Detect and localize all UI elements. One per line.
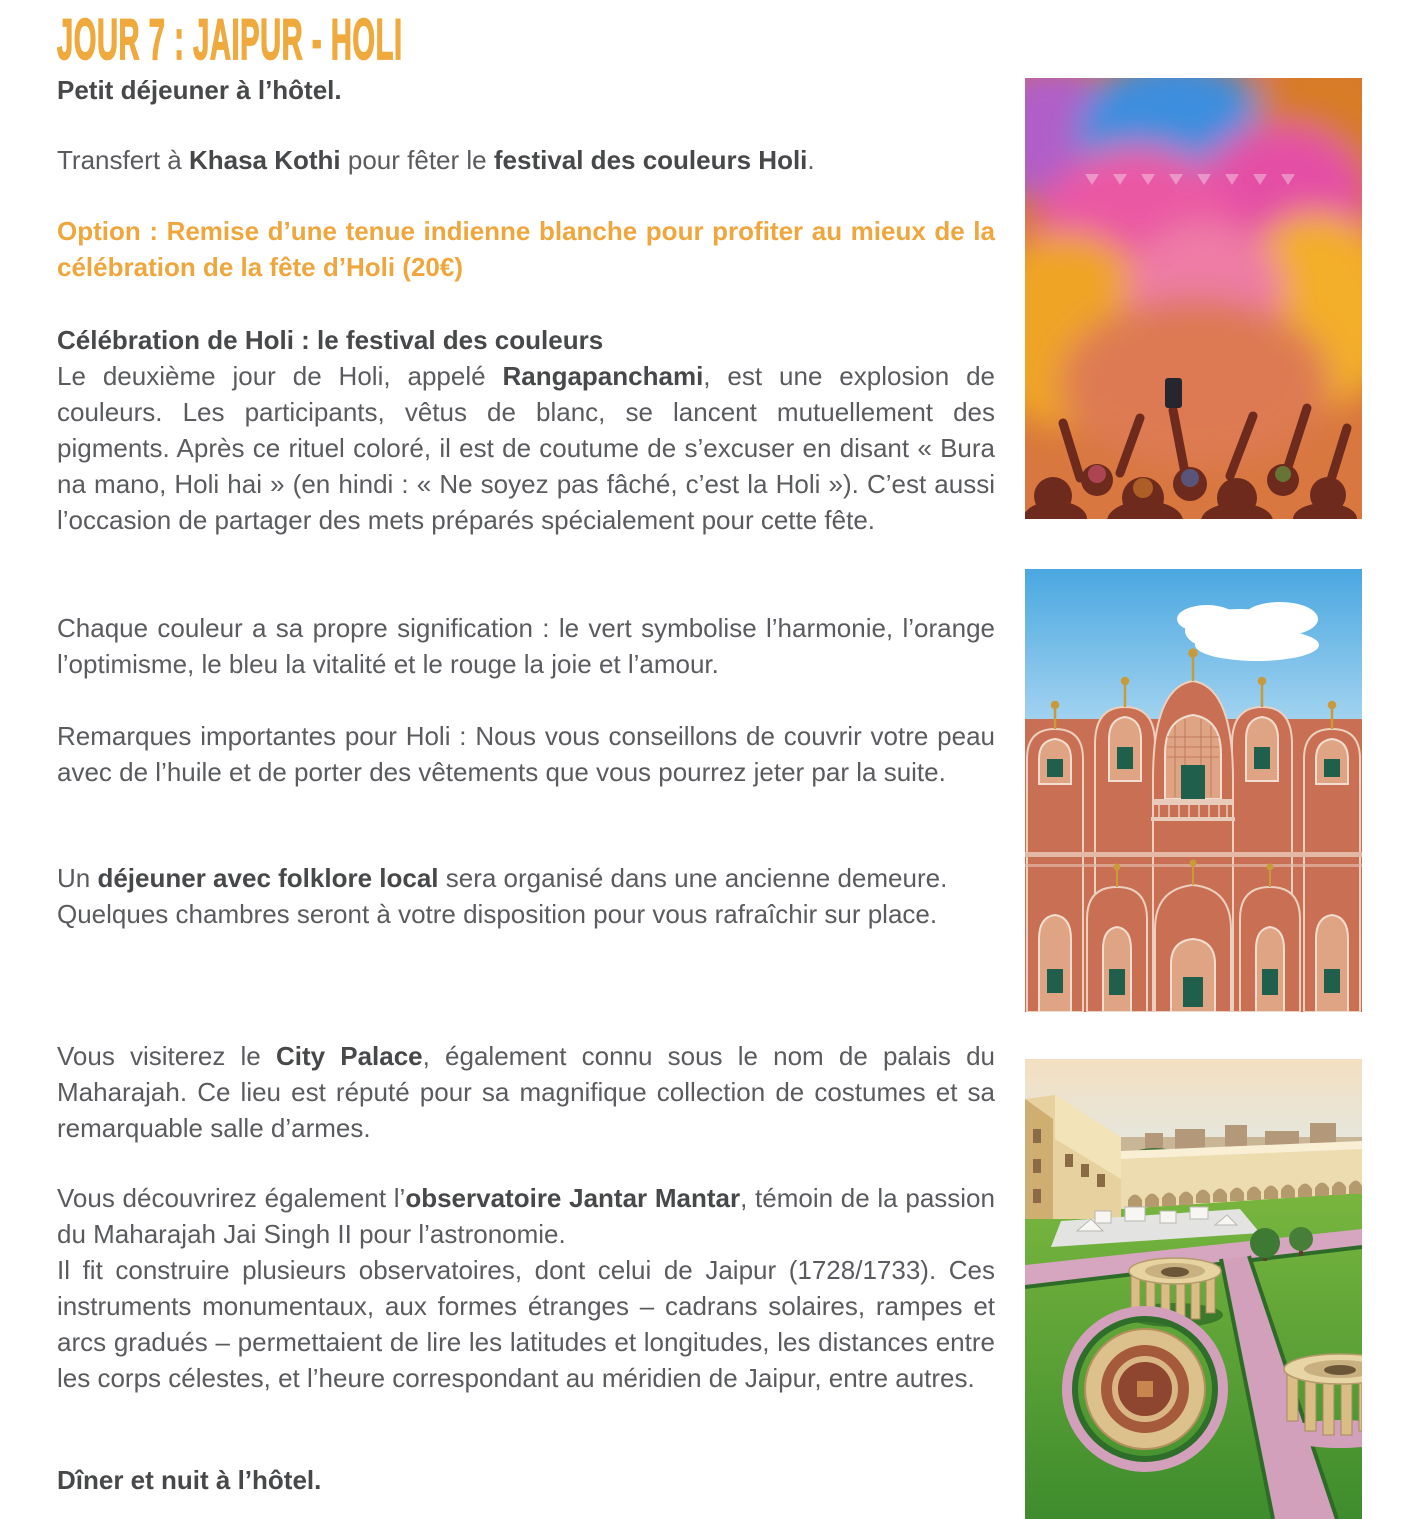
paragraph-breakfast [57,72,995,108]
jantar-mantar-photo [1025,1059,1362,1519]
option-text: Option : Remise d’une tenue indienne blanche pour profiter au mieux de la célébration de la fête d’Holi (20€) [57,216,995,282]
breakfast-text: Petit déjeuner à l’hôtel. [57,75,342,105]
dejeuner-t2: sera organisé dans une ancienne demeure. [438,863,948,893]
dejeuner-b1: déjeuner avec folklore local [97,863,439,893]
paragraph-jantar [57,1180,995,1396]
transfert-t2: pour fêter le [340,145,494,175]
diner-text: Dîner et nuit à l’hôtel. [57,1465,322,1495]
couleurs-text: Chaque couleur a sa propre signification : le vert symbolise l’harmonie, l’orange l’optimisme, le bleu la vitalité et le rouge la joie et l’amour. [57,613,995,679]
city-palace-t2: , également connu sous le nom de palais du Maharajah. Ce lieu est réputé pour sa magnifique collection de costumes et sa remarquable salle d’armes. [57,1041,996,1143]
paragraph-transfert [57,142,995,178]
jantar-t3: Il fit construire plusieurs observatoires, dont celui de Jaipur (1728/1733). Ces instruments monumentaux, aux formes étranges – cadrans solaires, rampes et arcs gradués – permettaient de lire les latitudes et longitudes, les distances entre les corps célestes, et l’heure correspondant au méridien de Jaipur, entre autres. [57,1255,995,1393]
paragraph-couleurs [57,610,995,682]
dejeuner-t3: Quelques chambres seront à votre disposition pour vous rafraîchir sur place. [57,899,938,929]
rangapanchami-t2: , est une explosion de couleurs. Les participants, vêtus de blanc, se lancent mutuellement des pigments. Après ce rituel coloré, il est de coutume de s’excuser en disant « Bura na mano, Holi hai » (en hindi : « Ne soyez pas fâché, c’est la Holi »). C’est aussi l’occasion de partager des mets préparés spécialement pour cette fête. [57,361,995,535]
transfert-b2: festival des couleurs Holi [493,145,808,175]
paragraph-option [57,213,995,285]
page-title [57,8,674,73]
paragraph-city-palace [57,1038,995,1146]
rangapanchami-b1: Rangapanchami [502,361,704,391]
jantar-t1: Vous découvrirez également l’ [57,1183,406,1213]
city-palace-t1: Vous visiterez le [57,1041,276,1071]
holi-festival-illustration [1025,78,1362,519]
hawa-mahal-photo [1025,569,1362,1012]
transfert-t1: Transfert à [57,145,189,175]
city-palace-b1: City Palace [275,1041,423,1071]
jantar-mantar-illustration [1025,1059,1362,1519]
jantar-b1: observatoire Jantar Mantar [405,1183,741,1213]
paragraph-remarques [57,718,995,790]
transfert-b1: Khasa Kothi [188,145,341,175]
dejeuner-t1: Un [57,863,98,893]
paragraph-diner [57,1462,995,1498]
remarques-text: Remarques importantes pour Holi : Nous vous conseillons de couvrir votre peau avec de l’huile et de porter des vêtements que vous pourrez jeter par la suite. [57,721,995,787]
page-title-text: JOUR 7 : JAIPUR - HOLI [57,8,403,73]
section-celebration [57,322,995,538]
hawa-mahal-illustration [1025,569,1362,1012]
paragraph-rangapanchami [57,358,995,538]
paragraph-dejeuner [57,860,995,932]
circular-bowl-yantra [1068,1312,1222,1466]
jantar-t2: , témoin de la passion du Maharajah Jai Singh II pour l’astronomie. [57,1183,995,1249]
celebration-heading: Célébration de Holi : le festival des couleurs [57,325,604,355]
holi-festival-photo [1025,78,1362,519]
rangapanchami-t1: Le deuxième jour de Holi, appelé [57,361,503,391]
transfert-t3: . [807,145,815,175]
